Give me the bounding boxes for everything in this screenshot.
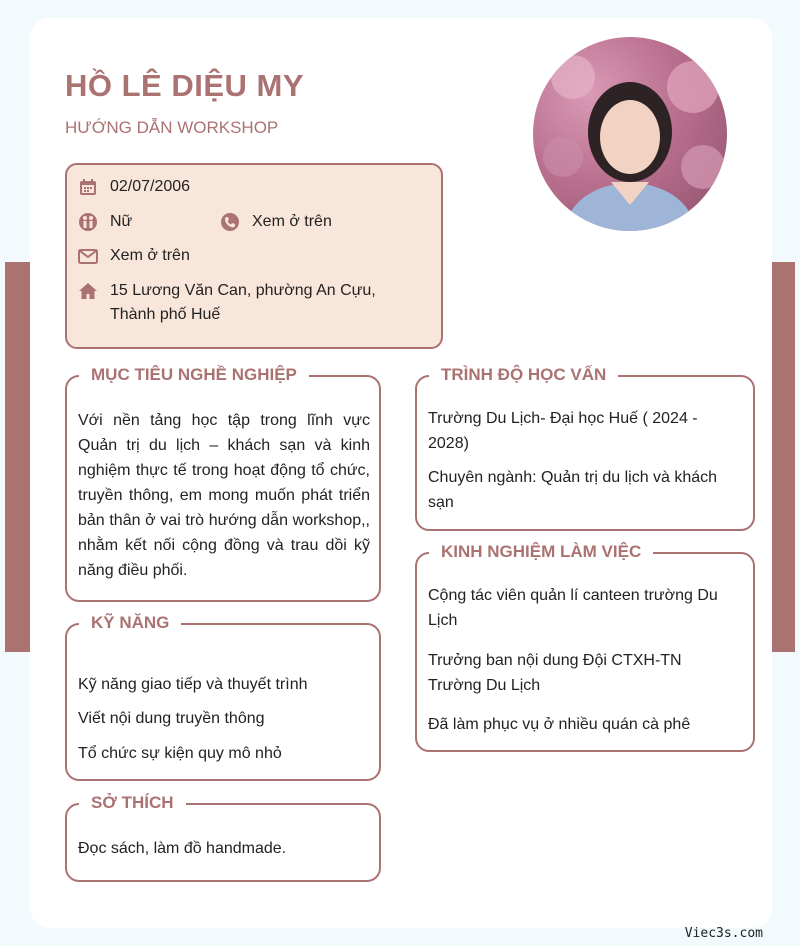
experience-section: [415, 542, 755, 752]
gender-value: Nữ: [110, 213, 133, 230]
gender-row: [78, 210, 132, 234]
objective-title: MỤC TIÊU NGHỀ NGHIỆP: [79, 364, 309, 386]
hobbies-title: SỞ THÍCH: [79, 792, 186, 814]
candidate-name: HỒ LÊ DIỆU MY: [65, 68, 305, 103]
education-title: TRÌNH ĐỘ HỌC VẤN: [429, 364, 618, 386]
skill-item: Viết nội dung truyền thông: [78, 710, 265, 727]
hobbies-text: Đọc sách, làm đồ handmade.: [78, 840, 287, 857]
experience-item: Trưởng ban nội dung Đội CTXH-TN Trường Du Lịch: [428, 652, 682, 694]
skills-title: KỸ NĂNG: [79, 612, 181, 634]
candidate-role: HƯỚNG DẪN WORKSHOP: [65, 118, 279, 137]
hobbies-section: [65, 793, 381, 882]
objective-section: [65, 365, 381, 602]
calendar-icon: [78, 177, 98, 197]
birthdate-row: [78, 175, 190, 199]
birthdate-value: 02/07/2006: [110, 178, 191, 195]
phone-value: Xem ở trên: [252, 213, 332, 230]
education-item: Trường Du Lịch- Đại học Huế ( 2024 - 2028): [428, 410, 698, 452]
experience-title: KINH NGHIỆM LÀM VIỆC: [429, 541, 653, 563]
email-icon: [78, 246, 98, 266]
watermark: Viec3s.com: [684, 926, 763, 941]
skills-section: [65, 613, 381, 781]
home-icon: [78, 281, 98, 301]
address-line-1: 15 Lương Văn Can, phường An Cựu,: [110, 282, 376, 299]
address-line-2: Thành phố Huế: [110, 306, 221, 323]
experience-item: Cộng tác viên quản lí canteen trường Du Lịch: [428, 587, 718, 629]
experience-item: Đã làm phục vụ ở nhiều quán cà phê: [428, 716, 691, 733]
education-section: [415, 365, 755, 531]
email-value: Xem ở trên: [110, 247, 190, 264]
avatar-photo: [533, 37, 727, 231]
phone-row: [220, 210, 332, 234]
avatar: [533, 37, 727, 231]
gender-icon: [78, 212, 98, 232]
objective-text: Với nền tảng học tập trong lĩnh vực Quản trị du lịch – khách sạn và kinh nghiệm thực tế trong hoạt động tổ chức, truyền thông, em mong muốn phát triển bản thân ở vai trò hướng dẫn workshop,, nhằm kết nối cộng đồng và trau dồi kỹ năng điều phối.: [78, 412, 370, 579]
left-accent-band: [5, 262, 33, 652]
skill-item: Kỹ năng giao tiếp và thuyết trình: [78, 676, 308, 693]
skill-item: Tổ chức sự kiện quy mô nhỏ: [78, 745, 282, 762]
education-item: Chuyên ngành: Quản trị du lịch và khách sạn: [428, 469, 718, 511]
phone-icon: [220, 212, 240, 232]
address-row: [78, 279, 376, 327]
email-row: [78, 244, 190, 268]
